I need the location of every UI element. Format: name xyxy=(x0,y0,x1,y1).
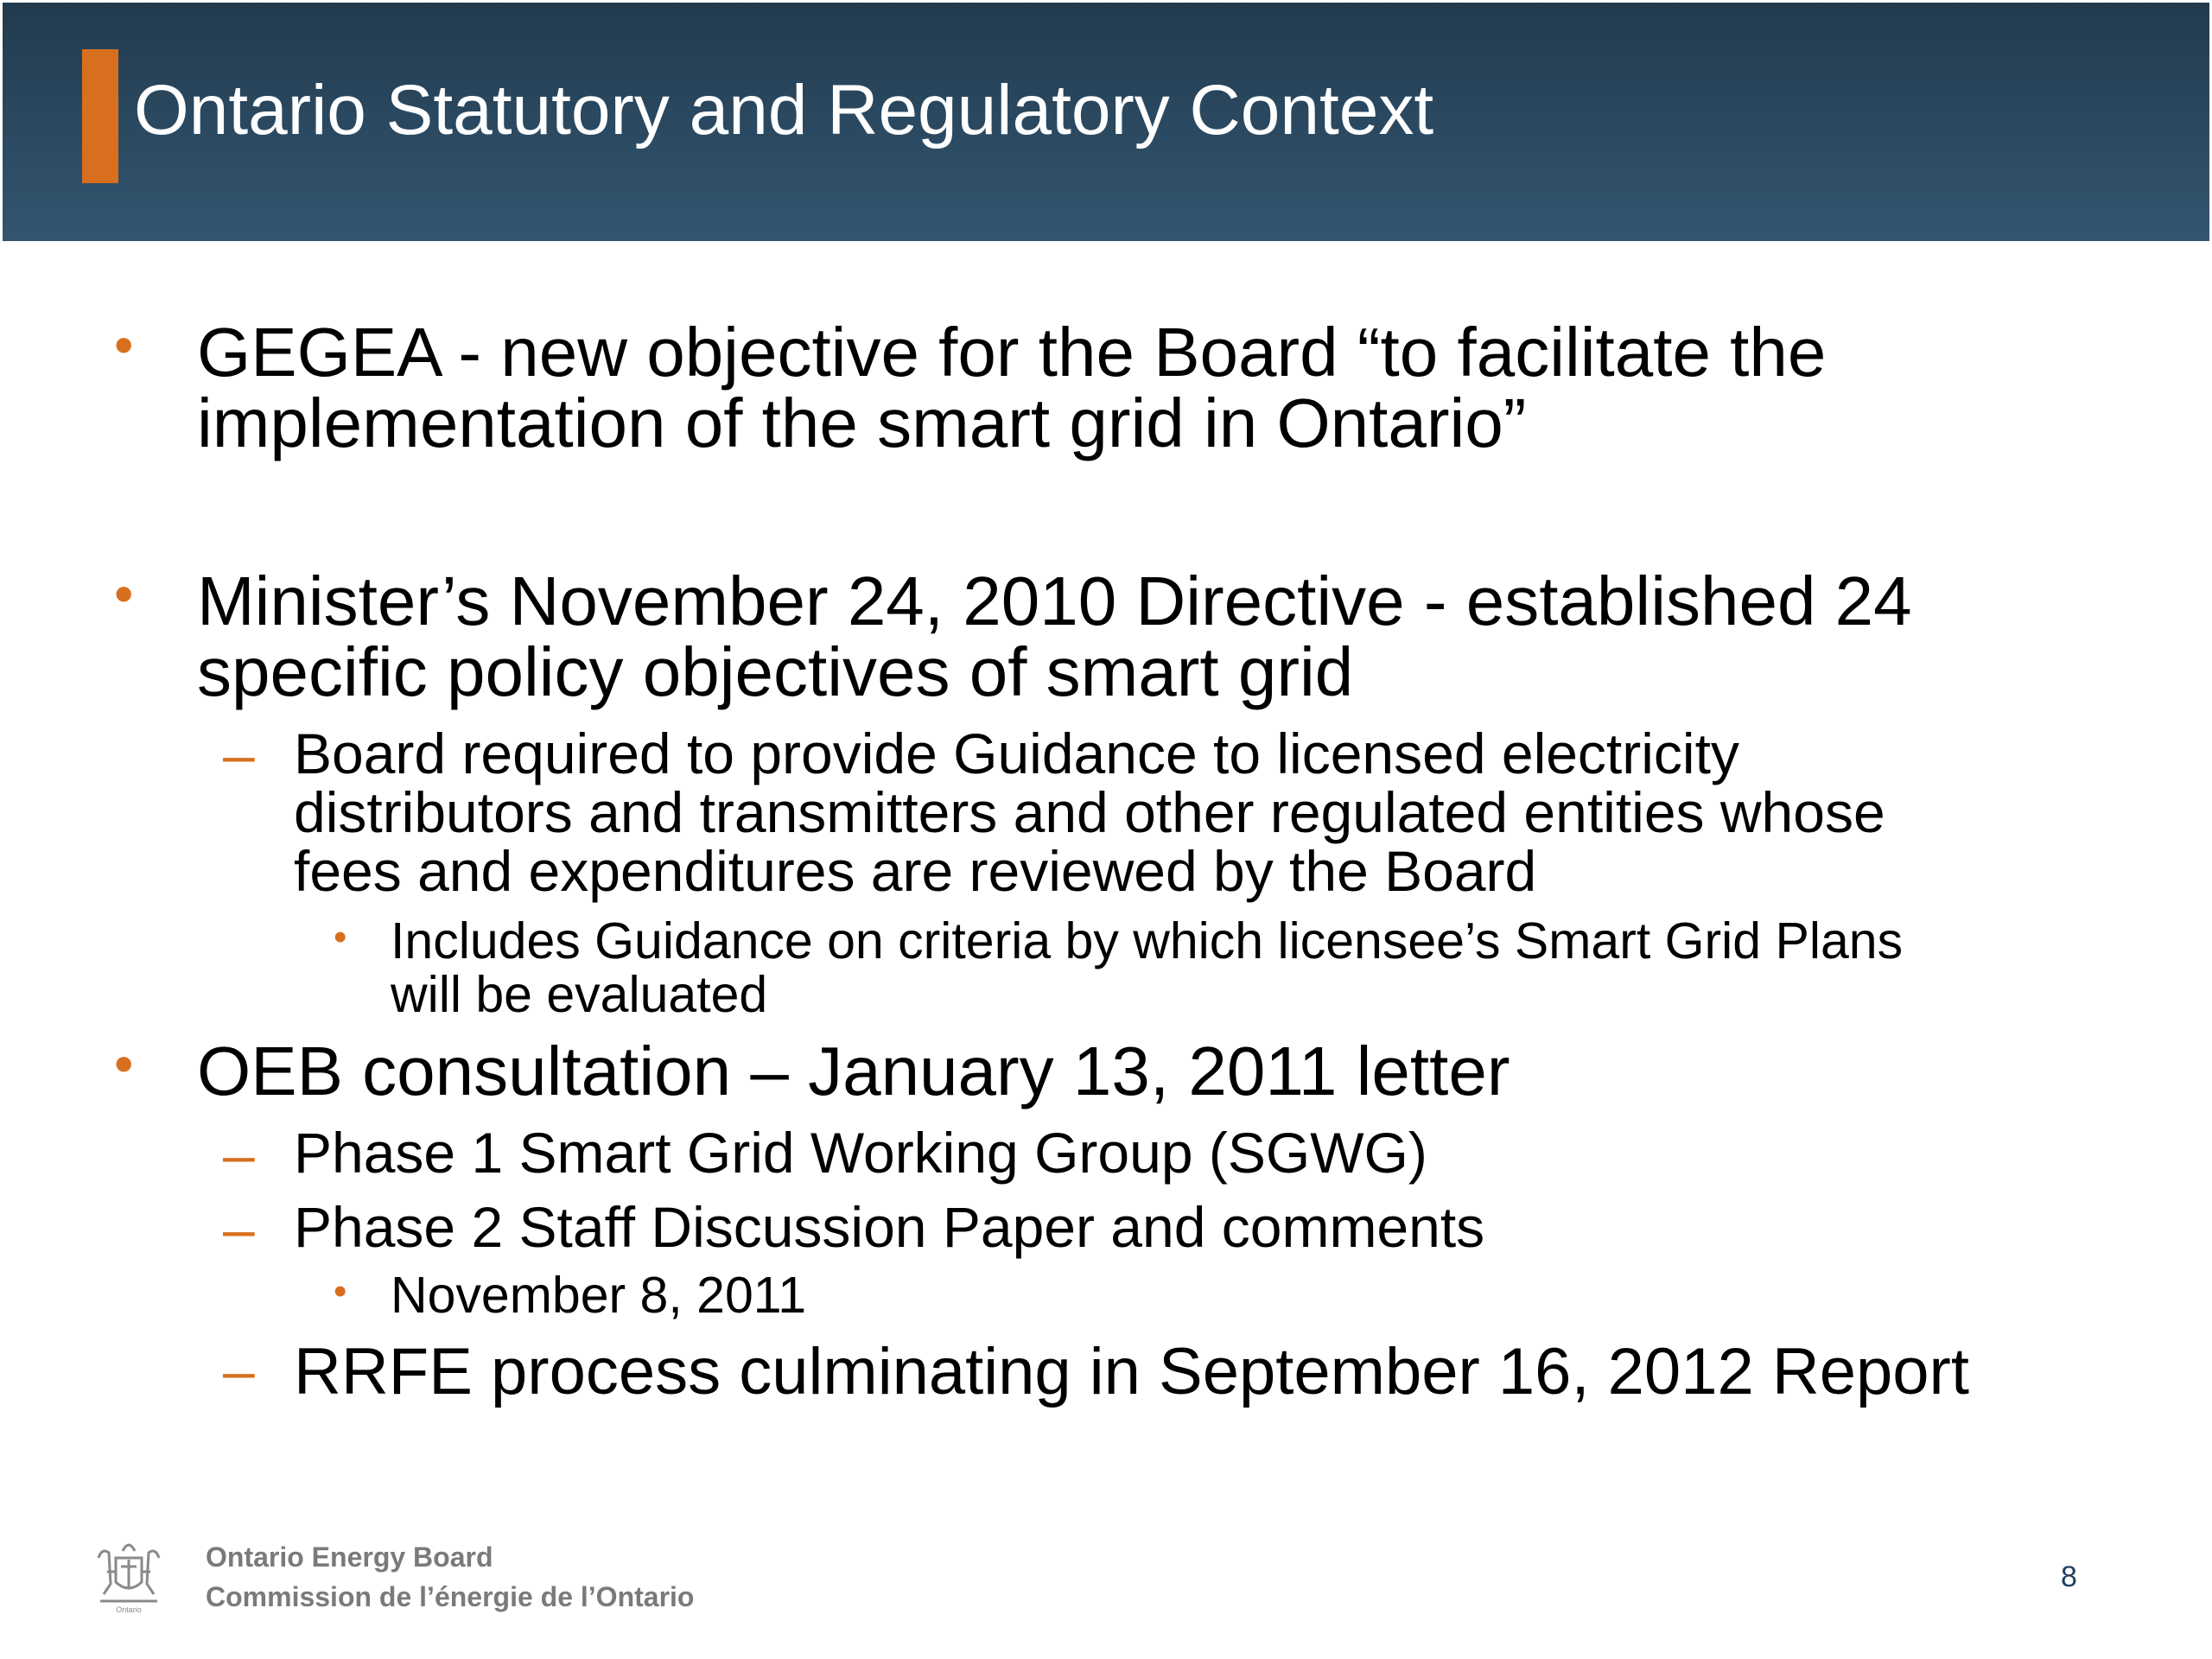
bullet-1-line-1: GEGEA - new objective for the Board “to facilitate the xyxy=(197,314,1827,391)
bullet-2-subsub-1-line-1: Includes Guidance on criteria by which licensee’s Smart Grid Plans xyxy=(391,912,1904,969)
bullet-1-line-2: implementation of the smart grid in Ontario” xyxy=(197,385,1527,461)
bullet-3-subsub-1-line-1: November 8, 2011 xyxy=(391,1267,807,1324)
footer-org-english: Ontario Energy Board xyxy=(206,1541,493,1573)
dash-marker: – xyxy=(223,1122,255,1186)
dash-marker: – xyxy=(223,1338,255,1402)
bullet-2-sub-1-line-1: Board required to provide Guidance to licensed electricity xyxy=(294,721,1739,785)
bullet-3-sub-3-line-1: RRFE process culminating in September 16, 2012 Report xyxy=(294,1335,1969,1408)
footer-org-french: Commission de l’énergie de l’Ontario xyxy=(206,1581,695,1612)
ontario-coat-of-arms-icon xyxy=(90,1532,168,1615)
bullet-3-sub-2-line-1: Phase 2 Staff Discussion Paper and comments xyxy=(294,1195,1485,1259)
page-number: 8 xyxy=(2061,1560,2077,1593)
bullet-marker: • xyxy=(114,314,134,376)
dash-marker: – xyxy=(223,722,255,786)
bullet-2-sub-1-line-2: distributors and transmitters and other regulated entities whose xyxy=(294,780,1885,844)
sub-bullet-marker: • xyxy=(334,916,347,958)
sub-bullet-marker: • xyxy=(334,1270,347,1313)
svg-text:Ontario: Ontario xyxy=(116,1605,142,1614)
bullet-3-sub-1-line-1: Phase 1 Smart Grid Working Group (SGWG) xyxy=(294,1121,1427,1185)
bullet-2-subsub-1-line-2: will be evaluated xyxy=(391,966,768,1023)
bullet-3-line-1: OEB consultation – January 13, 2011 letter xyxy=(197,1033,1510,1109)
bullet-marker: • xyxy=(114,563,134,625)
slide-title: Ontario Statutory and Regulatory Context xyxy=(134,71,1434,149)
dash-marker: – xyxy=(223,1197,255,1261)
bullet-2-line-1: Minister’s November 24, 2010 Directive - established 24 xyxy=(197,563,1912,639)
bullet-2-sub-1-line-3: fees and expenditures are reviewed by the Board xyxy=(294,839,1537,903)
bullet-2-line-2: specific policy objectives of smart grid xyxy=(197,633,1354,710)
bullet-marker: • xyxy=(114,1033,134,1095)
